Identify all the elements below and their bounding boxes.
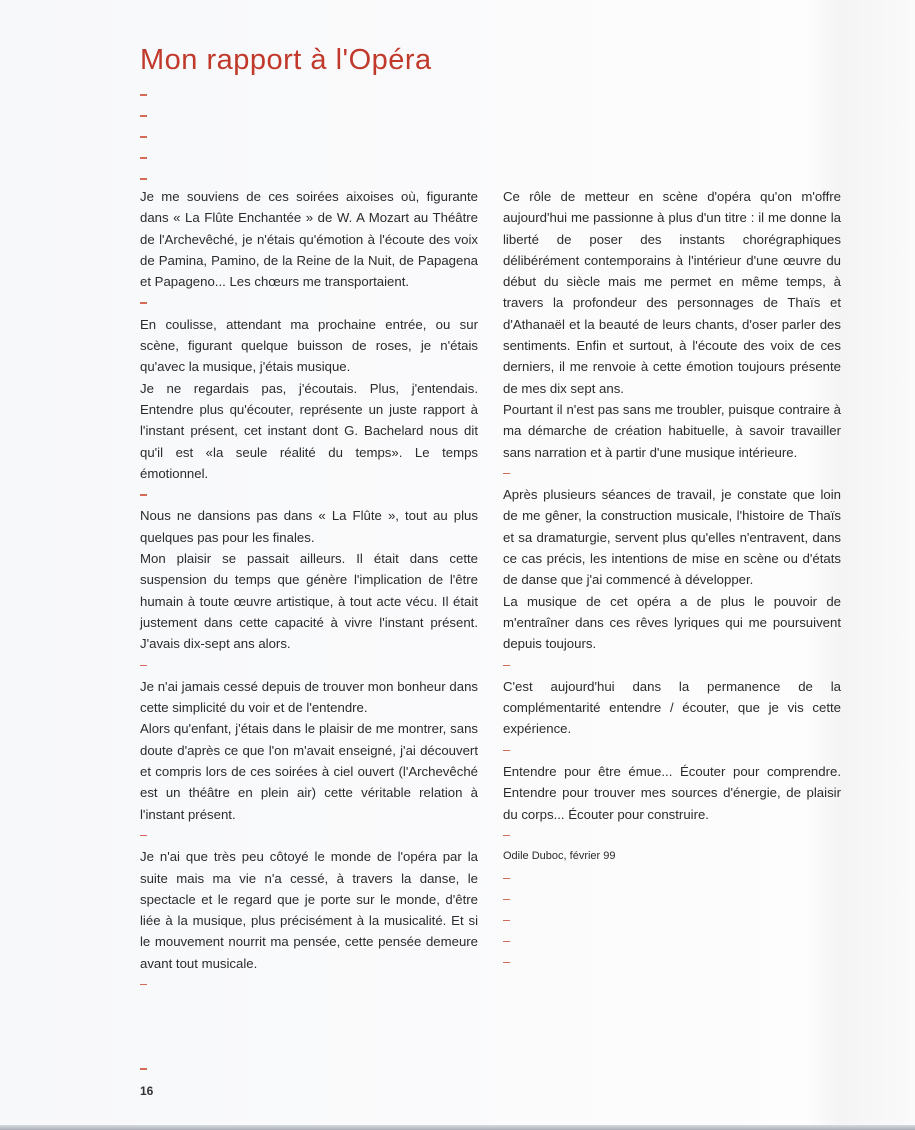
title-dash bbox=[140, 136, 147, 138]
separator-dash bbox=[140, 665, 147, 667]
paragraph bbox=[140, 186, 478, 292]
paragraph-line: Nous ne dansions pas dans « La Flûte », tout au plus quelques pas pour les finales. bbox=[140, 508, 478, 545]
paragraph bbox=[503, 484, 841, 654]
page-title: Mon rapport à l'Opéra bbox=[140, 44, 432, 76]
paragraph-line: Je n'ai que très peu côtoyé le monde de l'opéra par la suite mais ma vie n'a cessé, à travers la danse, le spectacle et le regard que je porte sur le monde, d'être liée à la musique, plus précisément à la musicalité. Et si le mouvement nourrit ma pensée, cette pensée demeure avant tout musicale. bbox=[140, 849, 478, 971]
separator-dash bbox=[140, 984, 147, 986]
closing-dash-ornament bbox=[503, 878, 841, 964]
separator-dash bbox=[140, 302, 147, 304]
title-dash bbox=[140, 157, 147, 159]
paragraph bbox=[503, 761, 841, 825]
closing-dash bbox=[503, 899, 510, 901]
title-dash bbox=[140, 115, 147, 117]
paragraph bbox=[140, 505, 478, 654]
paragraph-separator bbox=[140, 825, 478, 846]
title-dash-ornament bbox=[140, 94, 147, 199]
right-column bbox=[503, 186, 841, 983]
paragraph bbox=[140, 846, 478, 974]
paragraph-separator bbox=[503, 463, 841, 484]
paragraph-line: Après plusieurs séances de travail, je constate que loin de me gêner, la construction musicale, l'histoire de Thaïs et sa dramaturgie, servent plus qu'elles n'entravent, dans ce cas précis, les intentions de mise en scène ou d'états de danse que j'ai commencé à développer. bbox=[503, 487, 841, 588]
paragraph-separator bbox=[140, 484, 478, 505]
closing-dash bbox=[503, 920, 510, 922]
separator-dash bbox=[140, 494, 147, 496]
separator-dash bbox=[503, 750, 510, 752]
paragraph-line: C'est aujourd'hui dans la permanence de la complémentarité entendre / écouter, que je vis cette expérience. bbox=[503, 678, 841, 737]
signature: Odile Duboc, février 99 bbox=[503, 850, 616, 863]
paragraph bbox=[140, 314, 478, 484]
closing-dash bbox=[503, 962, 510, 964]
separator-dash bbox=[140, 835, 147, 837]
closing-dash bbox=[503, 941, 510, 943]
separator-dash bbox=[503, 665, 510, 667]
paragraph-line: Alors qu'enfant, j'étais dans le plaisir de me montrer, sans doute d'après ce que l'on m'avait enseigné, j'ai découvert et compris lors de ces soirées à ciel ouvert (l'Archevêché est un théâtre en plein air) cette véritable relation à l'instant présent. bbox=[140, 721, 478, 822]
paragraph-line: Je ne regardais pas, j'écoutais. Plus, j'entendais. Entendre plus qu'écouter, représente un juste rapport à l'instant présent, cet instant dont G. Bachelard nous dit qu'il est «la seule réalité du temps». Le temps émotionnel. bbox=[140, 380, 478, 481]
paragraph-line: Pourtant il n'est pas sans me troubler, puisque contraire à ma démarche de création habituelle, à savoir travailler sans narration et à partir d'une musique intérieure. bbox=[503, 401, 841, 460]
title-dash bbox=[140, 94, 147, 96]
separator-dash bbox=[503, 835, 510, 837]
paragraph-line: Entendre pour être émue... Écouter pour comprendre. Entendre pour trouver mes sources d'énergie, de plaisir du corps... Écouter pour construire. bbox=[503, 764, 841, 822]
paragraph bbox=[503, 676, 841, 740]
left-column bbox=[140, 186, 478, 995]
paragraph-separator bbox=[503, 825, 841, 846]
paragraph-line: Je me souviens de ces soirées aixoises où, figurante dans « La Flûte Enchantée » de W. A Mozart au Théâtre de l'Archevêché, je n'étais qu'émotion à l'écoute des voix de Pamina, Pamino, de la Reine de la Nuit, de Papagena et Papageno... Les chœurs me transportaient. bbox=[140, 189, 478, 290]
paragraph-line: Je n'ai jamais cessé depuis de trouver mon bonheur dans cette simplicité du voir et de l'entendre. bbox=[140, 678, 478, 716]
paragraph-line: En coulisse, attendant ma prochaine entrée, ou sur scène, figurant quelque buisson de roses, je n'étais qu'avec la musique, j'étais musique. bbox=[140, 316, 478, 375]
paragraph-separator bbox=[503, 740, 841, 761]
paragraph-line: Ce rôle de metteur en scène d'opéra qu'on m'offre aujourd'hui me passionne à plus d'un titre : il me donne la liberté de poser des instants chorégraphiques délibérément contemporains à l'intérieur d'une œuvre du début du siècle mais me permet en même temps, à travers la profondeur des personnages de Thaïs et d'Athanaël et la beauté de leurs chants, d'oser parler des sentiments. Enfin et surtout, à l'écoute des voix de ces derniers, il me renvoie à cette émotion toujours présente de mes dix sept ans. bbox=[503, 189, 841, 396]
paragraph-line: La musique de cet opéra a de plus le pouvoir de m'entraîner dans ces rêves lyriques qui me poursuivent depuis toujours. bbox=[503, 593, 841, 652]
page-edge-shadow bbox=[0, 1125, 915, 1130]
page-number: 16 bbox=[140, 1084, 154, 1098]
closing-dash bbox=[503, 878, 510, 880]
paragraph-separator bbox=[140, 292, 478, 313]
paragraph-separator bbox=[503, 655, 841, 676]
paragraph-separator bbox=[140, 974, 478, 995]
paragraph-separator bbox=[140, 655, 478, 676]
title-dash bbox=[140, 178, 147, 180]
paragraph-line: Mon plaisir se passait ailleurs. Il était dans cette suspension du temps que génère l'implication de l'être humain à toute œuvre artistique, à tout acte vécu. Il était justement dans cette capacité à vivre l'instant présent. J'avais dix-sept ans alors. bbox=[140, 551, 478, 652]
page-number-dash bbox=[140, 1068, 147, 1070]
paragraph bbox=[503, 186, 841, 463]
paragraph bbox=[140, 676, 478, 825]
separator-dash bbox=[503, 473, 510, 475]
